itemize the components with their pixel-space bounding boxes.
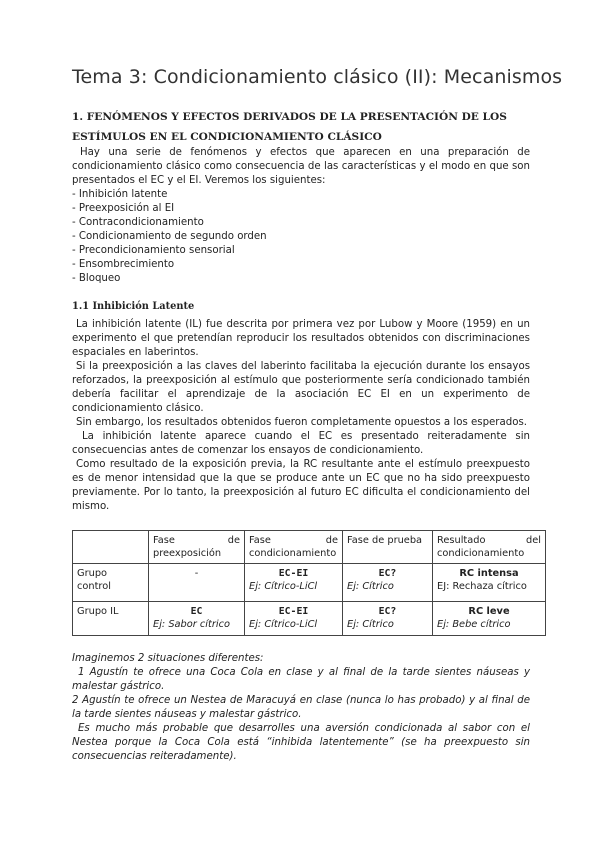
paragraph-results: Sin embargo, los resultados obtenidos fueron completamente opuestos a los esperados.	[76, 417, 527, 428]
paragraph-intro-il: La inhibición latente (IL) fue descrita por primera vez por Lubow y Moore (1959) en un experimento el que pretendían reproducir los resultados obtenidos con discriminaciones espaciales en laberintos.	[72, 319, 530, 358]
page-title: Tema 3: Condicionamiento clásico (II): Mecanismos	[72, 66, 563, 88]
result-cell: RC intensa EJ: Rechaza cítrico	[433, 564, 546, 602]
list-item: - Ensombrecimiento	[72, 259, 175, 270]
test-cell: EC? Ej: Cítrico	[343, 564, 433, 602]
list-item: - Condicionamiento de segundo orden	[72, 231, 267, 242]
test-cell: EC? Ej: Cítrico	[343, 602, 433, 636]
subsection-heading: 1.1 Inhibición Latente	[72, 301, 195, 312]
conditioning-cell: EC-EI Ej: Cítrico-LiCl	[245, 564, 343, 602]
list-item: - Preexposición al EI	[72, 203, 175, 214]
paragraph-definition: La inhibición latente aparece cuando el EC es presentado reiteradamente sin consecuencias antes de comenzar los ensayos de condicionamiento.	[72, 431, 530, 456]
list-item: - Precondicionamiento sensorial	[72, 245, 235, 256]
result-cell: RC leve Ej: Bebe cítrico	[433, 602, 546, 636]
preexposure-cell: -	[149, 564, 245, 602]
table-header-cell: Fase de condicionamiento	[245, 531, 343, 564]
list-item: - Bloqueo	[72, 273, 121, 284]
row-label: Grupo control	[73, 564, 149, 602]
section-heading: 1. FENÓMENOS Y EFECTOS DERIVADOS DE LA PRESENTACIÓN DE LOS ESTÍMULOS EN EL CONDICIONAMIENTO CLÁSICO	[72, 111, 507, 143]
example-situation-1: 1 Agustín te ofrece una Coca Cola en clase y al final de la tarde sientes náuseas y malestar gástrico.	[72, 667, 530, 692]
table-header-cell	[73, 531, 149, 564]
paragraph-preexposure: Si la preexposición a las claves del laberinto facilitaba la ejecución durante los ensayos reforzados, la preexposición al estímulo que posteriormente sería condicionado también debería facilitar el aprendizaje de la asociación EC EI en un experimento de condicionamiento clásico.	[72, 361, 530, 414]
example-situation-2: 2 Agustín te ofrece un Nestea de Maracuyá en clase (nunca lo has probado) y al final de la tarde sientes náuseas y malestar gástrico.	[72, 695, 530, 720]
table-row	[73, 602, 546, 636]
table-header-cell: Fase de preexposición	[149, 531, 245, 564]
table-header-cell: Resultado del condicionamiento	[433, 531, 546, 564]
table-row	[73, 564, 546, 602]
experiment-table	[72, 530, 546, 636]
table-header-row	[73, 531, 546, 564]
row-label: Grupo IL	[73, 602, 149, 636]
example-conclusion: Es mucho más probable que desarrolles una aversión condicionada al sabor con el Nestea porque la Coca Cola está “inhibida latentemente” (se ha preexpuesto sin consecuencias reiteradamente).	[72, 723, 530, 762]
conditioning-cell: EC-EI Ej: Cítrico-LiCl	[245, 602, 343, 636]
list-item: - Inhibición latente	[72, 189, 168, 200]
intro-paragraph: Hay una serie de fenómenos y efectos que aparecen en una preparación de condicionamiento clásico como consecuencia de las características y el modo en que son presentados el EC y el EI. Veremos los siguientes:	[72, 147, 530, 186]
paragraph-consequence: Como resultado de la exposición previa, la RC resultante ante el estímulo preexpuesto es de menor intensidad que la que se produce ante un EC que no ha sido preexpuesto previamente. Por lo tanto, la preexposición al futuro EC dificulta el condicionamiento del mismo.	[72, 459, 530, 512]
list-item: - Contracondicionamiento	[72, 217, 204, 228]
example-intro: Imaginemos 2 situaciones diferentes:	[72, 653, 264, 664]
preexposure-cell: EC Ej: Sabor cítrico	[149, 602, 245, 636]
table-header-cell: Fase de prueba	[343, 531, 433, 564]
